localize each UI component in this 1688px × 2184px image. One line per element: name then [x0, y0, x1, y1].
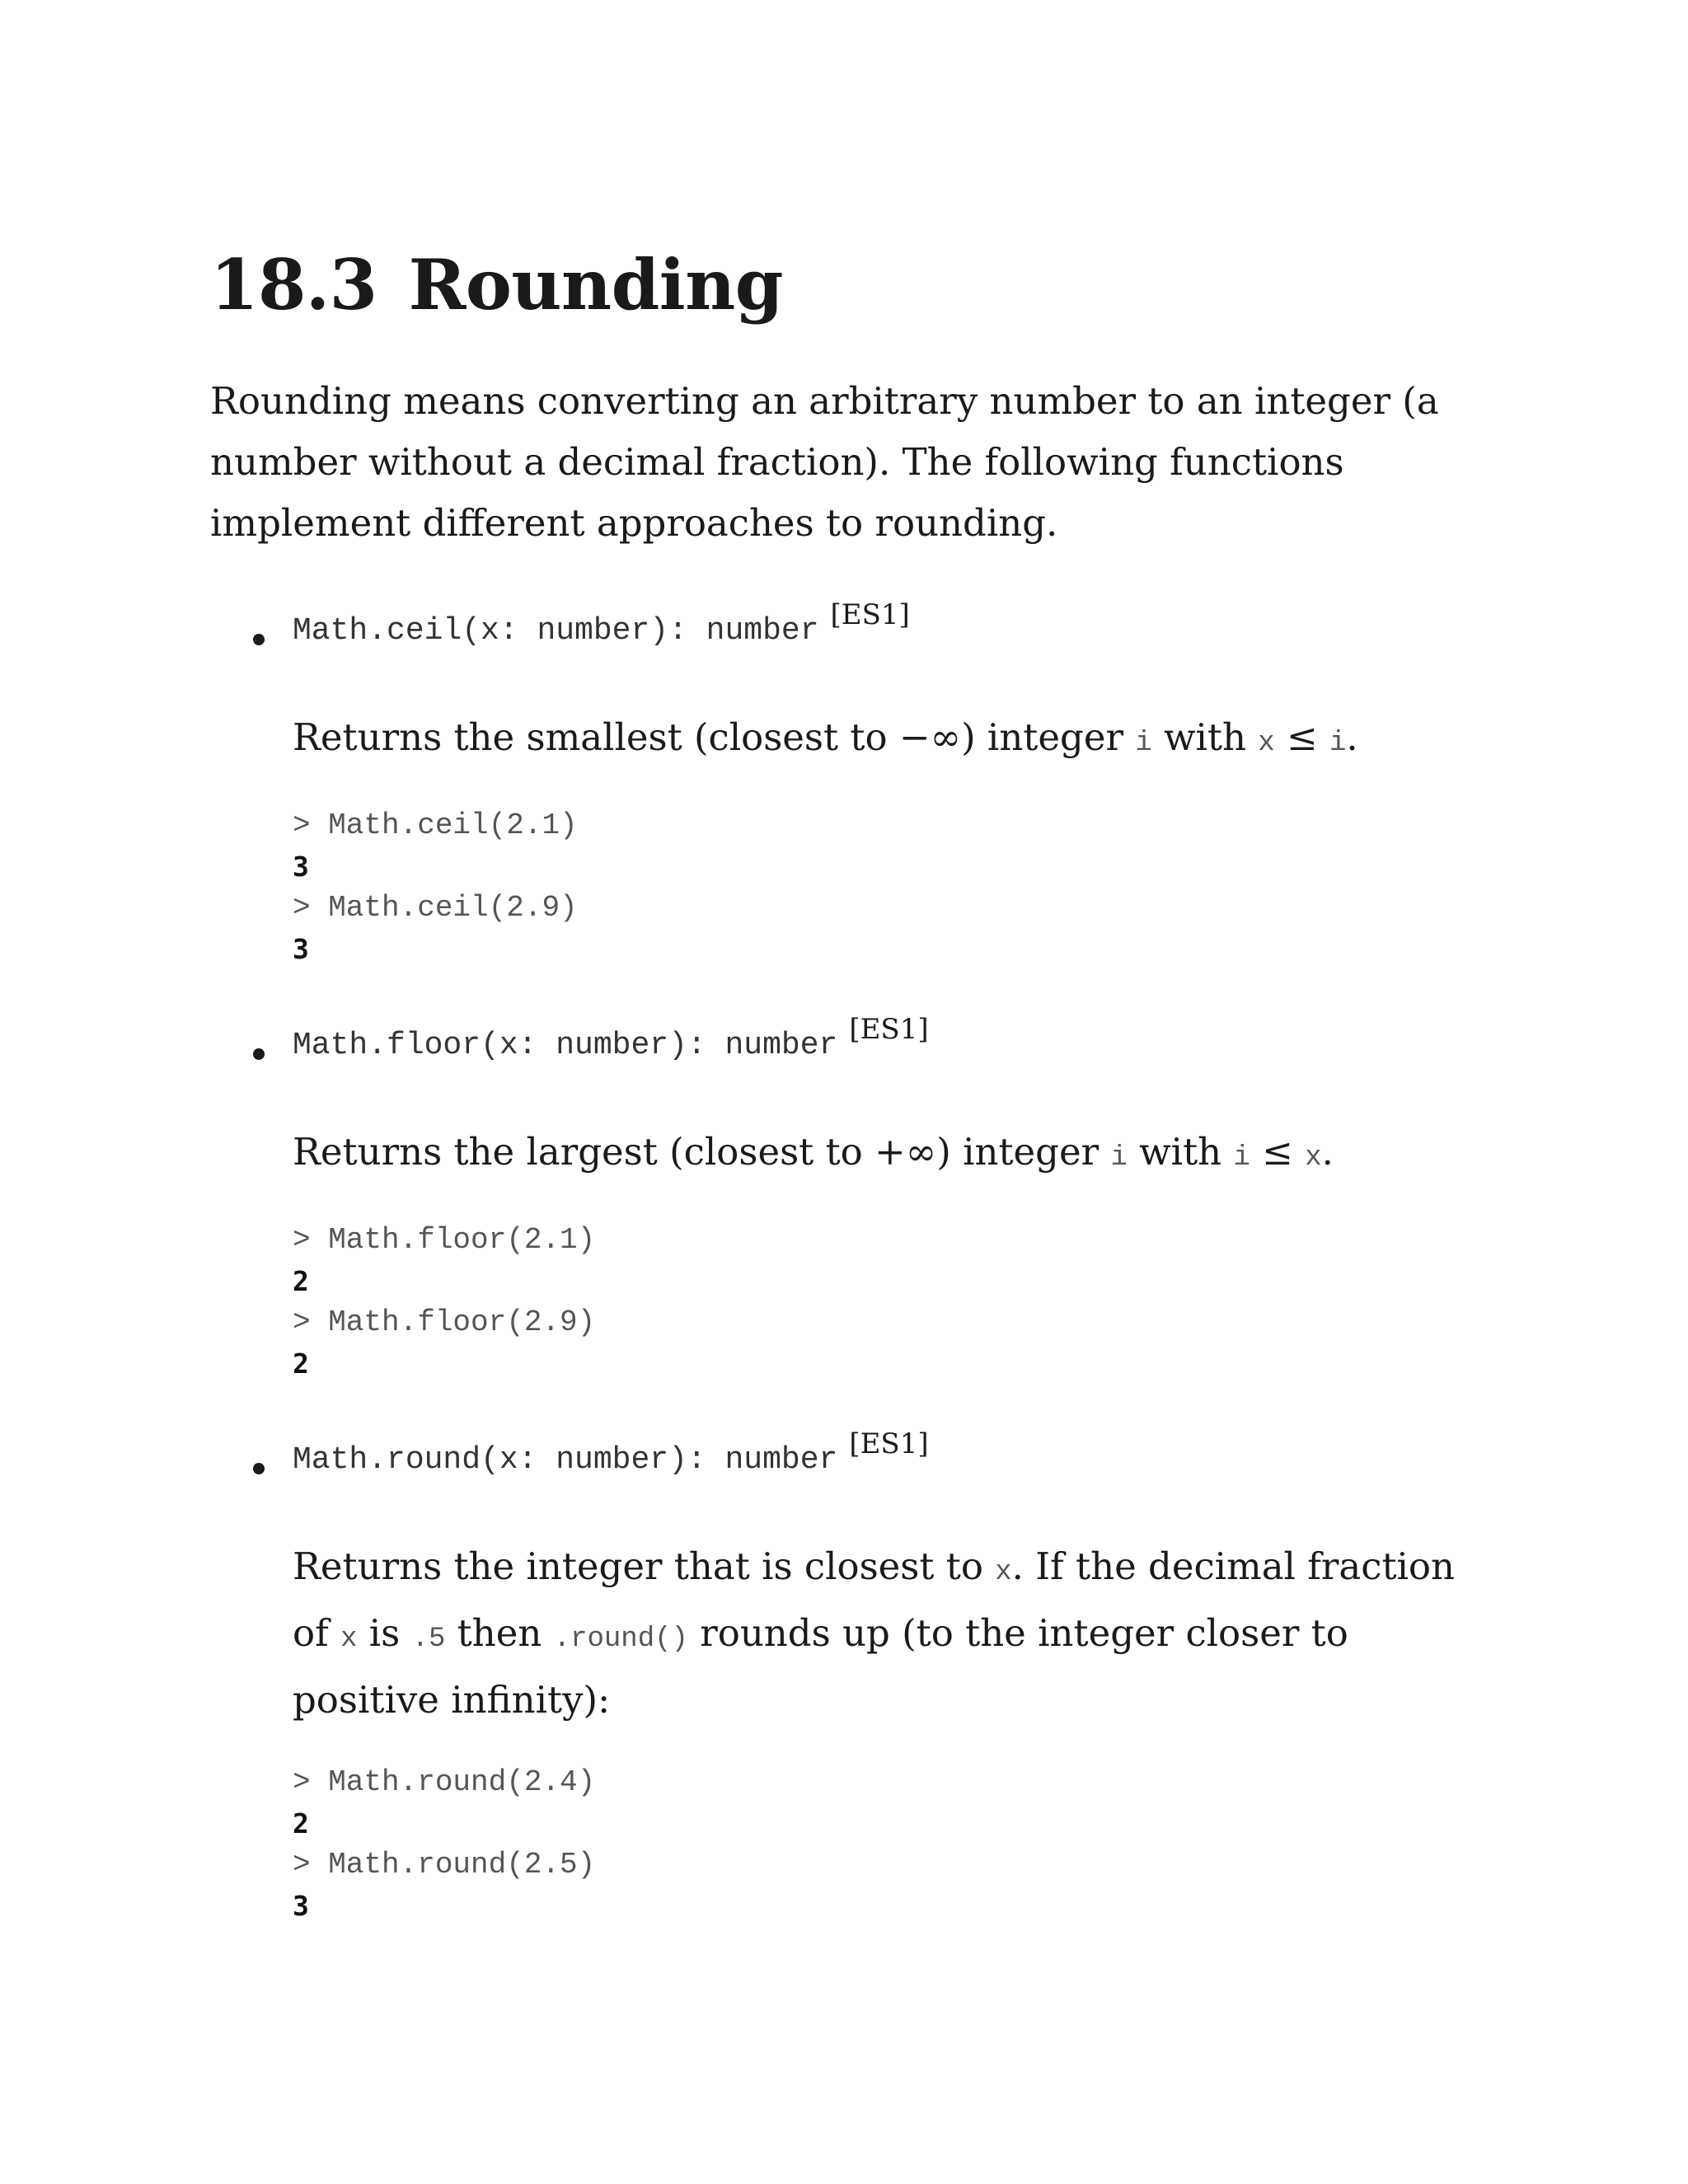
repl-output-line: 3 [293, 933, 309, 966]
repl-output-line: 2 [293, 1347, 309, 1380]
repl-input-line: > Math.ceil(2.9) [293, 891, 578, 926]
inline-code: x [1305, 1142, 1322, 1174]
list-item-math-round [210, 1427, 1496, 1927]
intro-paragraph: Rounding means converting an arbitrary number to an integer (a number without a decimal fraction). The following functions implement different approaches to rounding. [210, 379, 1439, 546]
inline-code: i [1135, 728, 1152, 760]
function-description [293, 1122, 1496, 1188]
repl-output-line: 2 [293, 1807, 309, 1840]
function-signature [293, 598, 1496, 656]
desc-text: with [1127, 1130, 1234, 1174]
desc-text: rounds up (to the integer closer to positive infinity): [293, 1611, 1348, 1722]
desc-text: Returns the largest (closest to +∞) integer [293, 1130, 1111, 1174]
desc-text: . If the decimal fraction of [293, 1544, 1455, 1656]
function-description [293, 1536, 1496, 1731]
inline-code: .5 [411, 1624, 446, 1656]
desc-text: Returns the integer that is closest to [293, 1544, 996, 1589]
desc-text: Returns the smallest (closest to −∞) integer [293, 715, 1136, 760]
bullet-icon [253, 1048, 265, 1060]
desc-text: ≤ [1274, 715, 1330, 760]
signature-code: Math.floor(x: number): number [293, 1028, 838, 1064]
section-title: Rounding [408, 244, 784, 326]
desc-text: is [357, 1611, 412, 1656]
repl-input-line: > Math.ceil(2.1) [293, 808, 578, 843]
desc-text: . [1346, 715, 1358, 760]
inline-code: x [1258, 728, 1275, 760]
bullet-icon [253, 1463, 265, 1474]
repl-output-line: 2 [293, 1265, 309, 1298]
section-heading [210, 244, 1496, 326]
repl-input-line: > Math.floor(2.1) [293, 1223, 596, 1258]
page-content [210, 244, 1496, 1976]
inline-code: i [1110, 1142, 1128, 1174]
code-example [293, 805, 1496, 970]
section-number: 18.3 [210, 244, 377, 326]
inline-code: x [340, 1624, 358, 1656]
list-item-math-floor [210, 1013, 1496, 1385]
es-version-tag: [ES1] [830, 598, 910, 632]
list-item-math-ceil [210, 598, 1496, 970]
repl-input-line: > Math.round(2.4) [293, 1765, 596, 1800]
function-signature [293, 1013, 1496, 1071]
es-version-tag: [ES1] [849, 1013, 929, 1047]
signature-code: Math.round(x: number): number [293, 1442, 838, 1479]
desc-text: with [1151, 715, 1259, 760]
repl-output-line: 3 [293, 851, 309, 883]
es-version-tag: [ES1] [849, 1427, 929, 1461]
desc-text: ≤ [1250, 1130, 1306, 1174]
repl-output-line: 3 [293, 1890, 309, 1923]
bullet-icon [253, 634, 265, 645]
code-example [293, 1762, 1496, 1927]
desc-text: . [1321, 1130, 1334, 1174]
signature-code: Math.ceil(x: number): number [293, 613, 819, 649]
repl-input-line: > Math.floor(2.9) [293, 1305, 596, 1340]
inline-code: x [995, 1557, 1012, 1589]
inline-code: i [1233, 1142, 1250, 1174]
function-description [293, 707, 1496, 774]
repl-input-line: > Math.round(2.5) [293, 1848, 596, 1882]
function-list [210, 598, 1496, 1927]
function-signature [293, 1427, 1496, 1485]
inline-code: .round() [553, 1624, 688, 1656]
inline-code: i [1329, 728, 1347, 760]
code-example [293, 1220, 1496, 1385]
desc-text: then [445, 1611, 554, 1656]
